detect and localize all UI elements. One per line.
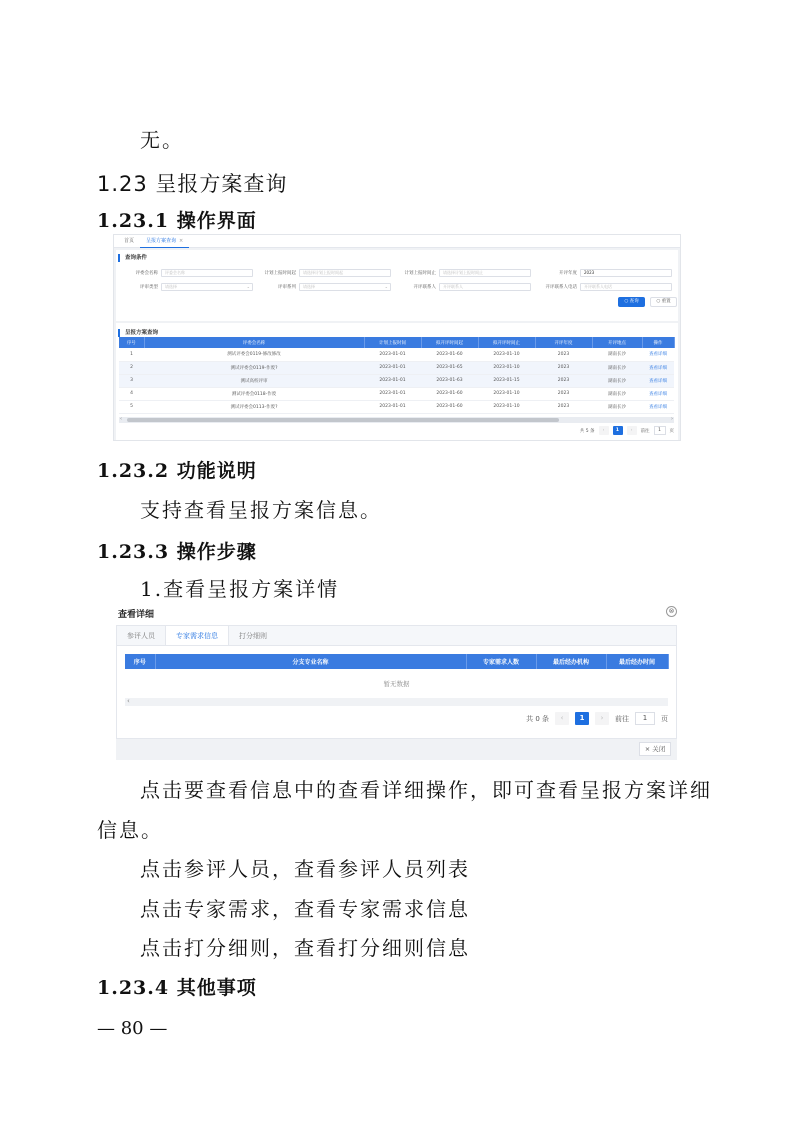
- pagination: [580, 426, 674, 435]
- tab-participants[interactable]: 参评人员: [127, 632, 155, 640]
- table-cell: 2023: [535, 348, 592, 361]
- filter-review-type: [116, 283, 253, 291]
- reset-button-label: 重置: [661, 299, 671, 304]
- close-icon[interactable]: ⊗: [666, 606, 677, 617]
- screenshot-plan-query: [113, 234, 681, 441]
- select-placeholder: 请选择: [165, 284, 177, 289]
- paragraph-line: 信息。: [97, 818, 163, 842]
- dialog-title: 查看详细: [118, 610, 155, 620]
- table-cell: 2023-01-01: [364, 374, 421, 387]
- review-type-select[interactable]: [161, 283, 253, 291]
- table-header-row: [119, 337, 674, 348]
- search-icon: ○: [624, 299, 630, 304]
- table-cell: 2023: [535, 387, 592, 400]
- next-page-button[interactable]: ›: [595, 712, 609, 725]
- tab-home[interactable]: 首页: [124, 237, 135, 244]
- filter-review-series: [254, 283, 391, 291]
- table-cell: 2: [119, 361, 144, 374]
- plan-start-date-input[interactable]: 请选择计划上报时间起: [299, 269, 391, 277]
- table-cell: 2023-01-65: [421, 361, 478, 374]
- prev-page-button[interactable]: ‹: [555, 712, 569, 725]
- table-header-row: [125, 654, 668, 669]
- scrollbar-thumb[interactable]: [127, 418, 559, 422]
- paragraph-line: 点击专家需求，查看专家需求信息: [140, 897, 470, 921]
- table-cell: 2023-01-60: [421, 387, 478, 400]
- goto-label: 前往: [640, 428, 650, 434]
- column-header: 分支专业名称: [155, 654, 466, 669]
- heading-function: 1.23.2 功能说明: [97, 460, 257, 482]
- committee-name-input[interactable]: 评委会名称: [161, 269, 253, 277]
- refresh-icon: ○: [656, 299, 662, 304]
- table-cell: 2023-01-15: [478, 374, 535, 387]
- tab-bar: [114, 235, 680, 248]
- reset-button[interactable]: [650, 297, 677, 307]
- tab-scoring-rules[interactable]: 打分细则: [239, 632, 267, 640]
- table-row: [119, 374, 674, 387]
- filter-plan-end: [394, 269, 531, 277]
- query-button[interactable]: [618, 297, 645, 307]
- query-button-label: 查询: [629, 299, 639, 304]
- page-button-current[interactable]: 1: [575, 712, 589, 725]
- dialog-footer: [116, 739, 677, 760]
- filter-label: 计划上报时间止: [404, 271, 436, 276]
- table-row: [119, 348, 674, 361]
- tab-plan-query[interactable]: [140, 235, 189, 248]
- view-detail-link[interactable]: 查看详细: [642, 361, 674, 374]
- filter-label: 开评年度: [559, 271, 577, 276]
- chevron-down-icon: ⌄: [246, 284, 250, 289]
- tab-label: 呈报方案查询: [146, 237, 177, 244]
- column-header: 序号: [125, 654, 155, 669]
- table-row: [119, 400, 674, 413]
- column-header: 拟开评时间止: [478, 337, 535, 348]
- close-icon[interactable]: ×: [179, 237, 184, 244]
- total-count: 共 0 条: [526, 714, 549, 723]
- review-year-input[interactable]: 2023: [580, 269, 672, 277]
- heading-other: 1.23.4 其他事项: [97, 977, 257, 999]
- step-1: 1.查看呈报方案详情: [140, 577, 340, 601]
- table-cell: 3: [119, 374, 144, 387]
- next-page-button[interactable]: ›: [627, 426, 637, 435]
- column-header: 拟开评时间起: [421, 337, 478, 348]
- filter-committee: [116, 269, 253, 277]
- filter-label: 评委会名称: [135, 271, 158, 276]
- column-header: 开评地点: [592, 337, 642, 348]
- table-cell: 测试评委会0118-作废: [144, 387, 364, 400]
- table-cell: 2023-01-01: [364, 400, 421, 413]
- filter-label: 开评联系人电话: [545, 285, 577, 290]
- expert-demand-table: [125, 654, 669, 697]
- table-cell: 2023-01-01: [364, 361, 421, 374]
- contact-phone-input[interactable]: 开评联系人电话: [580, 283, 672, 291]
- query-header: 查询条件: [118, 254, 678, 262]
- paragraph-line: 点击打分细则，查看打分细则信息: [140, 936, 470, 960]
- plan-end-date-input[interactable]: 请选择计划上报时间止: [439, 269, 531, 277]
- view-detail-link[interactable]: 查看详细: [642, 348, 674, 361]
- column-header: 序号: [119, 337, 144, 348]
- column-header: 专家需求人数: [466, 654, 536, 669]
- heading-steps: 1.23.3 操作步骤: [97, 541, 257, 563]
- table-row: [119, 361, 674, 374]
- table-cell: 2023-01-60: [421, 348, 478, 361]
- select-placeholder: 请选择: [303, 284, 315, 289]
- filter-contact: [394, 283, 531, 291]
- table-row: [119, 387, 674, 400]
- tab-expert-demand[interactable]: 专家需求信息: [165, 626, 229, 645]
- goto-label: 前往: [615, 714, 629, 723]
- empty-row: [125, 669, 668, 697]
- table-cell: 测试评委会0119-作废?: [144, 361, 364, 374]
- horizontal-scrollbar[interactable]: [125, 698, 668, 706]
- paragraph-line: 点击参评人员，查看参评人员列表: [140, 857, 470, 881]
- review-series-select[interactable]: [299, 283, 391, 291]
- empty-text: 暂无数据: [383, 679, 410, 688]
- filter-label: 计划上报时间起: [264, 271, 296, 276]
- table-cell: 2023-01-10: [478, 400, 535, 413]
- total-count: 共 5 条: [579, 428, 595, 434]
- table-cell: 2023-01-01: [364, 387, 421, 400]
- table-cell: 湖南长沙: [592, 348, 642, 361]
- close-button[interactable]: × 关闭: [639, 742, 671, 756]
- table-cell: 2023-01-10: [478, 387, 535, 400]
- dialog-tabs: [117, 626, 676, 646]
- view-detail-link[interactable]: 查看详细: [642, 387, 674, 400]
- filter-label: 评审系列: [278, 285, 296, 290]
- chevron-down-icon: ⌄: [384, 284, 388, 289]
- scroll-left-icon[interactable]: ‹: [127, 697, 130, 705]
- scroll-left-icon[interactable]: ‹: [120, 416, 122, 422]
- table-cell: 2023: [535, 400, 592, 413]
- page-number: — 80 —: [97, 1018, 168, 1039]
- table-cell: 2023: [535, 361, 592, 374]
- table-cell: 2023-01-60: [421, 400, 478, 413]
- paragraph-line: 点击要查看信息中的查看详细操作，即可查看呈报方案详细: [140, 778, 712, 802]
- column-header: 计划上报时间: [364, 337, 421, 348]
- view-detail-link[interactable]: 查看详细: [642, 400, 674, 413]
- filter-plan-start: [254, 269, 391, 277]
- text-none: 无。: [140, 128, 184, 152]
- page-unit-label: 页: [669, 428, 674, 434]
- filter-label: 开评联系人: [413, 285, 436, 290]
- table-cell: 2023: [535, 374, 592, 387]
- filter-label: 评审类型: [140, 285, 158, 290]
- pagination: [526, 712, 668, 725]
- page-button-current[interactable]: 1: [613, 426, 623, 435]
- section-title: 1.23 呈报方案查询: [97, 172, 288, 196]
- table-cell: 2023-01-63: [421, 374, 478, 387]
- table-cell: 5: [119, 400, 144, 413]
- scroll-right-icon[interactable]: ›: [671, 416, 673, 422]
- prev-page-button[interactable]: ‹: [599, 426, 609, 435]
- table-cell: 湖南长沙: [592, 400, 642, 413]
- heading-operation-ui: 1.23.1 操作界面: [97, 210, 257, 232]
- table-cell: 测试高校评审: [144, 374, 364, 387]
- page-input[interactable]: 1: [654, 426, 666, 435]
- table-cell: 湖南长沙: [592, 374, 642, 387]
- filter-contact-phone: [535, 283, 672, 291]
- table-cell: 湖南长沙: [592, 361, 642, 374]
- table-cell: 2023-01-10: [478, 348, 535, 361]
- column-header: 操作: [642, 337, 674, 348]
- column-header: 最后经办机构: [536, 654, 606, 669]
- horizontal-scrollbar[interactable]: [119, 417, 674, 423]
- column-header: 评委会名称: [144, 337, 364, 348]
- page-unit-label: 页: [661, 714, 668, 723]
- table-cell: 2023-01-10: [478, 361, 535, 374]
- table-cell: 1: [119, 348, 144, 361]
- contact-input[interactable]: 开评联系人: [439, 283, 531, 291]
- column-header: 开评年度: [535, 337, 592, 348]
- plan-table: [119, 337, 675, 414]
- query-panel: [116, 250, 678, 321]
- page-input[interactable]: 1: [635, 712, 655, 725]
- table-cell: 湖南长沙: [592, 387, 642, 400]
- filter-year: [535, 269, 672, 277]
- table-cell: 测试评委会0119-修改修改: [144, 348, 364, 361]
- table-cell: 测试评委会0113-作废?: [144, 400, 364, 413]
- table-cell: 2023-01-01: [364, 348, 421, 361]
- column-header: 最后经办时间: [606, 654, 668, 669]
- function-description: 支持查看呈报方案信息。: [140, 498, 382, 522]
- view-detail-link[interactable]: 查看详细: [642, 374, 674, 387]
- table-cell: 4: [119, 387, 144, 400]
- dialog-body: [116, 625, 677, 739]
- screenshot-view-detail: [113, 603, 680, 760]
- result-header: 呈报方案查询: [118, 329, 678, 337]
